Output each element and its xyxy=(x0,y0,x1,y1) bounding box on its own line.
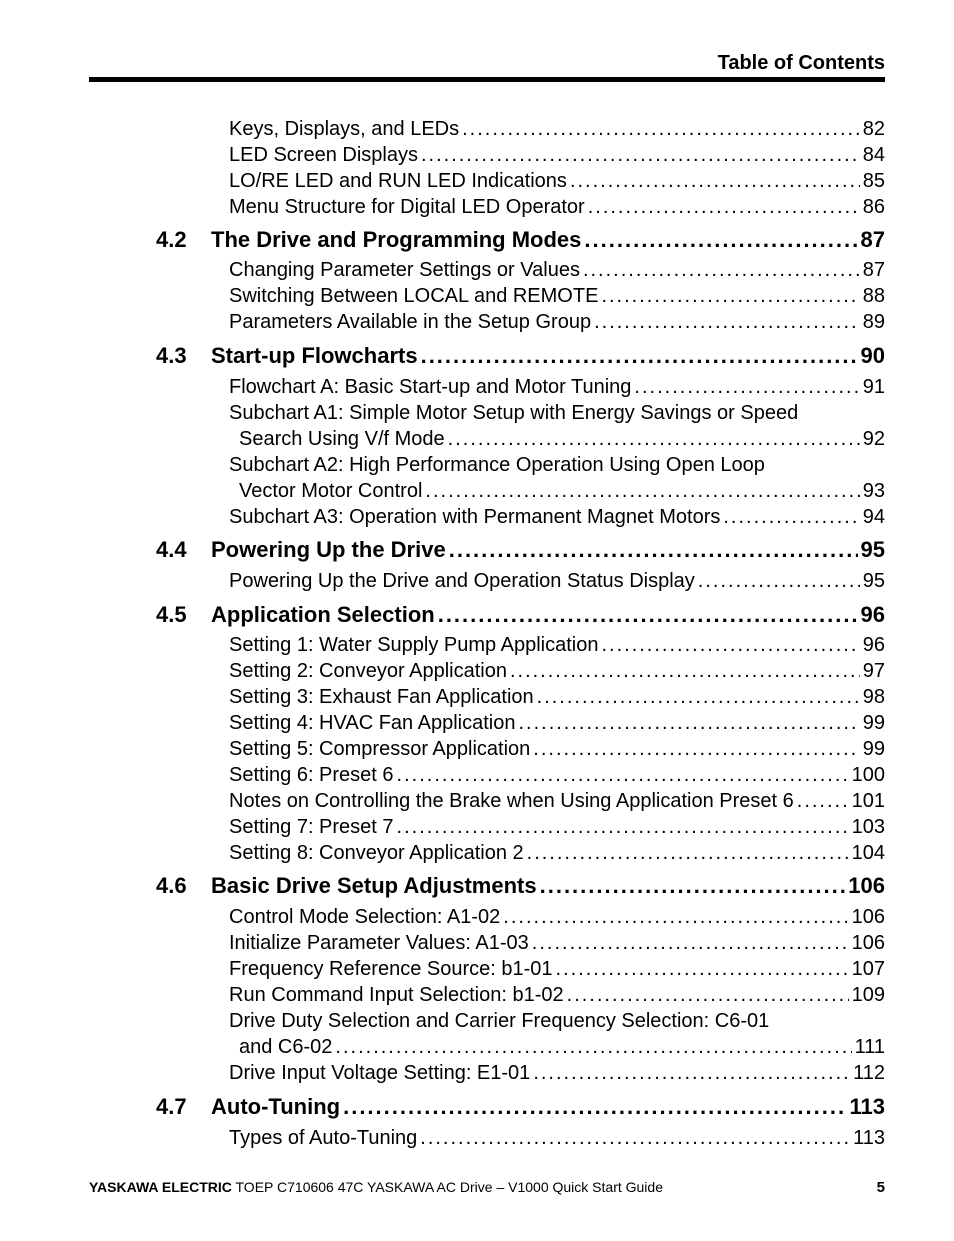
toc-section-number: 4.3 xyxy=(156,343,187,368)
toc-entry[interactable] xyxy=(239,480,885,503)
toc-page-number: 109 xyxy=(851,984,885,1006)
toc-page-number: 82 xyxy=(862,118,885,140)
toc-entry[interactable] xyxy=(229,932,885,955)
toc-page-number: 95 xyxy=(862,570,885,592)
toc-entry-line[interactable]: Subchart A2: High Performance Operation Using Open Loop xyxy=(229,454,765,476)
toc-leader-dots xyxy=(601,634,859,657)
toc-entry-title: Setting 1: Water Supply Pump Application xyxy=(229,634,599,656)
toc-entry-title: Frequency Reference Source: b1-01 xyxy=(229,958,553,980)
toc-page-number: 111 xyxy=(854,1036,885,1058)
toc-section-number: 4.4 xyxy=(156,537,187,562)
toc-entry-title: LED Screen Displays xyxy=(229,144,418,166)
toc-leader-dots xyxy=(335,1036,851,1059)
toc-leader-dots xyxy=(583,259,860,282)
toc-entry-title: Vector Motor Control xyxy=(239,480,423,502)
toc-entry[interactable] xyxy=(229,738,885,761)
toc-leader-dots xyxy=(420,1127,850,1150)
toc-entry[interactable] xyxy=(229,842,885,865)
toc-page-number: 104 xyxy=(851,842,885,864)
toc-page-number: 93 xyxy=(862,480,885,502)
toc-page-number: 86 xyxy=(862,196,885,218)
toc-leader-dots xyxy=(797,790,849,813)
toc-leader-dots xyxy=(527,842,849,865)
toc-entry-title: Switching Between LOCAL and REMOTE xyxy=(229,285,599,307)
toc-page-number: 92 xyxy=(862,428,885,450)
toc-section[interactable] xyxy=(156,343,885,369)
toc-page-number: 98 xyxy=(862,686,885,708)
toc-page-number: 94 xyxy=(862,506,885,528)
footer-brand: YASKAWA ELECTRIC xyxy=(89,1179,232,1195)
toc-entry[interactable] xyxy=(239,428,885,451)
toc-entry-line[interactable]: Subchart A1: Simple Motor Setup with Energy Savings or Speed xyxy=(229,402,799,424)
toc-entry[interactable] xyxy=(239,1036,885,1059)
toc-page-number: 88 xyxy=(862,285,885,307)
toc-section-number: 4.2 xyxy=(156,227,187,252)
toc-page-number: 106 xyxy=(851,932,885,954)
header-title: Table of Contents xyxy=(717,52,885,74)
toc-section-title: Auto-Tuning xyxy=(211,1094,341,1119)
toc-leader-dots xyxy=(397,764,849,787)
toc-section-title: The Drive and Programming Modes xyxy=(211,227,582,252)
toc-entry[interactable] xyxy=(229,790,885,813)
toc-page-number: 84 xyxy=(862,144,885,166)
toc-section-title: Powering Up the Drive xyxy=(211,537,446,562)
toc-entry[interactable] xyxy=(229,570,885,593)
toc-entry[interactable] xyxy=(229,906,885,929)
toc-entry-title: Flowchart A: Basic Start-up and Motor Tuning xyxy=(229,376,632,398)
toc-entry-title: Run Command Input Selection: b1-02 xyxy=(229,984,564,1006)
toc-page-number: 85 xyxy=(862,170,885,192)
toc-entry-title: Subchart A3: Operation with Permanent Magnet Motors xyxy=(229,506,721,528)
toc-leader-dots xyxy=(421,343,858,369)
toc-entry[interactable] xyxy=(229,984,885,1007)
toc-leader-dots xyxy=(634,376,859,399)
toc-leader-dots xyxy=(438,602,858,628)
toc-page-number: 95 xyxy=(860,537,885,562)
toc-leader-dots xyxy=(449,537,858,563)
toc-page-number: 101 xyxy=(851,790,885,812)
toc-leader-dots xyxy=(601,285,859,308)
toc-entry-title: Setting 3: Exhaust Fan Application xyxy=(229,686,534,708)
toc-entry-title: Setting 6: Preset 6 xyxy=(229,764,394,786)
toc-section-number: 4.5 xyxy=(156,602,187,627)
toc-page-number: 87 xyxy=(862,259,885,281)
toc-entry-title: Setting 4: HVAC Fan Application xyxy=(229,712,516,734)
toc-page-number: 112 xyxy=(853,1062,885,1084)
toc-leader-dots xyxy=(510,660,860,683)
toc-page-number: 89 xyxy=(862,311,885,333)
toc-page-number: 87 xyxy=(860,227,885,252)
toc-entry[interactable] xyxy=(229,1062,885,1085)
toc-page-number: 96 xyxy=(860,602,885,627)
toc-section-number: 4.7 xyxy=(156,1094,187,1119)
toc-page-number: 106 xyxy=(848,873,885,898)
toc-leader-dots xyxy=(462,118,860,141)
footer-page-number: 5 xyxy=(876,1179,885,1196)
toc-entry-title: Changing Parameter Settings or Values xyxy=(229,259,580,281)
toc-page-number: 113 xyxy=(849,1094,885,1119)
toc-page-number: 90 xyxy=(860,343,885,368)
toc-leader-dots xyxy=(343,1094,846,1120)
toc-section-title: Application Selection xyxy=(211,602,435,627)
toc-section-title: Start-up Flowcharts xyxy=(211,343,418,368)
toc-entry[interactable] xyxy=(229,958,885,981)
toc-leader-dots xyxy=(556,958,849,981)
toc-leader-dots xyxy=(425,480,859,503)
toc-entry[interactable] xyxy=(229,118,885,141)
toc-page-number: 99 xyxy=(862,712,885,734)
toc-entry[interactable] xyxy=(229,196,885,219)
toc-entry-line[interactable]: Drive Duty Selection and Carrier Frequency Selection: C6-01 xyxy=(229,1010,770,1032)
toc-page-number: 103 xyxy=(851,816,885,838)
footer-text xyxy=(89,1179,663,1195)
toc-entry-title: Setting 5: Compressor Application xyxy=(229,738,531,760)
toc-leader-dots xyxy=(698,570,860,593)
toc-page-number: 99 xyxy=(862,738,885,760)
toc-section-title: Basic Drive Setup Adjustments xyxy=(211,873,537,898)
toc-entry-title: Menu Structure for Digital LED Operator xyxy=(229,196,585,218)
toc-entry-title: Keys, Displays, and LEDs xyxy=(229,118,460,140)
toc-leader-dots xyxy=(537,686,860,709)
toc-entry[interactable] xyxy=(229,259,885,282)
toc-entry[interactable] xyxy=(229,376,885,399)
toc-leader-dots xyxy=(533,738,859,761)
toc-entry-title: Setting 2: Conveyor Application xyxy=(229,660,507,682)
toc-page-number: 100 xyxy=(851,764,885,786)
toc-entry[interactable] xyxy=(229,686,885,709)
toc-entry[interactable] xyxy=(229,170,885,193)
header-rule xyxy=(89,77,885,82)
toc-page-number: 107 xyxy=(851,958,885,980)
toc-entry-title: Setting 8: Conveyor Application 2 xyxy=(229,842,524,864)
toc-entry[interactable] xyxy=(229,285,885,308)
toc-section[interactable] xyxy=(156,873,885,899)
toc-section-number: 4.6 xyxy=(156,873,187,898)
toc-section[interactable] xyxy=(156,227,885,253)
toc-section[interactable] xyxy=(156,537,885,563)
toc-entry-title: Drive Input Voltage Setting: E1-01 xyxy=(229,1062,531,1084)
toc-entry-title: Parameters Available in the Setup Group xyxy=(229,311,592,333)
toc-page-number: 91 xyxy=(862,376,885,398)
toc-entry[interactable] xyxy=(229,764,885,787)
toc-entry-title: Search Using V/f Mode xyxy=(239,428,445,450)
toc-entry-title: Control Mode Selection: A1-02 xyxy=(229,906,501,928)
toc-entry-title: Initialize Parameter Values: A1-03 xyxy=(229,932,529,954)
toc-leader-dots xyxy=(594,311,860,334)
toc-leader-dots xyxy=(723,506,859,529)
toc-leader-dots xyxy=(588,196,860,219)
footer-doc-info: TOEP C710606 47C YASKAWA AC Drive – V1000 Quick Start Guide xyxy=(231,1179,663,1195)
toc-entry[interactable] xyxy=(229,144,885,167)
toc-entry[interactable] xyxy=(229,660,885,683)
toc-leader-dots xyxy=(518,712,859,735)
toc-page-number: 97 xyxy=(862,660,885,682)
toc-entry[interactable] xyxy=(229,634,885,657)
toc-page-number: 106 xyxy=(851,906,885,928)
toc-entry[interactable] xyxy=(229,311,885,334)
toc-entry-title: Types of Auto-Tuning xyxy=(229,1127,418,1149)
toc-entry-title: Notes on Controlling the Brake when Using Application Preset 6 xyxy=(229,790,794,812)
toc-entry-title: Powering Up the Drive and Operation Status Display xyxy=(229,570,695,592)
toc-leader-dots xyxy=(570,170,860,193)
toc-page-number: 113 xyxy=(853,1127,885,1149)
toc-section[interactable] xyxy=(156,1094,885,1120)
toc-entry-title: and C6-02 xyxy=(239,1036,333,1058)
toc-leader-dots xyxy=(421,144,860,167)
toc-leader-dots xyxy=(448,428,860,451)
toc-page-number: 96 xyxy=(862,634,885,656)
toc-leader-dots xyxy=(540,873,846,899)
toc-entry[interactable] xyxy=(229,1127,885,1150)
toc-leader-dots xyxy=(533,1062,850,1085)
toc-section[interactable] xyxy=(156,602,885,628)
toc-leader-dots xyxy=(503,906,848,929)
toc-entry-title: Setting 7: Preset 7 xyxy=(229,816,394,838)
toc-leader-dots xyxy=(567,984,849,1007)
toc-entry[interactable] xyxy=(229,712,885,735)
toc-entry[interactable] xyxy=(229,816,885,839)
toc-leader-dots xyxy=(397,816,849,839)
toc-entry[interactable] xyxy=(229,506,885,529)
toc-entry-title: LO/RE LED and RUN LED Indications xyxy=(229,170,567,192)
toc-leader-dots xyxy=(532,932,849,955)
toc-leader-dots xyxy=(584,227,857,253)
